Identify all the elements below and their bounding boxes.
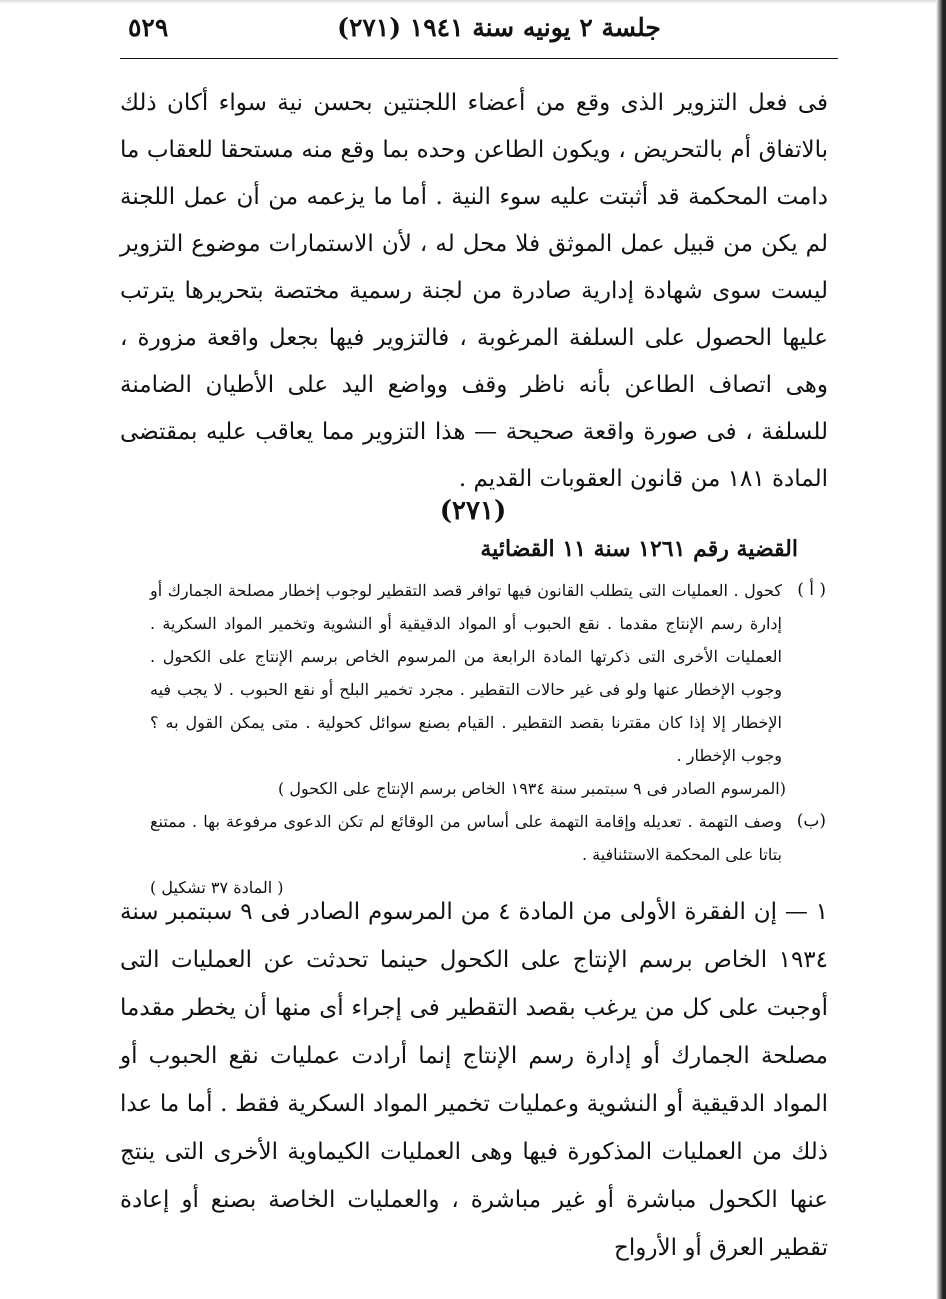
summary-item-a-reference: (المرسوم الصادر فى ٩ سبتمبر سنة ١٩٣٤ الخاص برسم الإنتاج على الكحول ) xyxy=(278,779,786,798)
summary-item-a xyxy=(150,574,826,772)
case-number: (٢٧١) xyxy=(439,496,507,526)
summary-item-a-text: كحول . العمليات التى يتطلب القانون فيها توافر قصد التقطير لوجوب إخطار مصلحة الجمارك أو إدارة رسم الإنتاج مقدما . نقع الحبوب أو المواد الدقيقية أو النشوية وتخمير المواد السكرية . العمليات الأخرى التى ذكرتها المادة الرابعة من المرسوم الخاص برسم الإنتاج على الكحول . وجوب الإخطار عنها ولو فى غير حالات التقطير . مجرد تخمير البلح أو نقع الحبوب . لا يجب فيه الإخطار إلا إذا كان مقترنا بقصد التقطير . القيام بصنع سوائل كحولية . متى يمكن القول به ؟ وجوب الإخطار . xyxy=(150,581,782,765)
summary-item-b-reference: ( المادة ٣٧ تشكيل ) xyxy=(150,878,284,897)
page-header xyxy=(120,8,838,48)
header-divider xyxy=(120,58,838,59)
intro-paragraph: فى فعل التزوير الذى وقع من أعضاء اللجنتين بحسن نية سواء أكان ذلك بالاتفاق أم بالتحريض ، ويكون الطاعن وحده بما وقع منه مستحقا للعقاب ما دامت المحكمة قد أثبتت عليه سوء النية . أما ما يزعمه من أن عمل اللجنة لم يكن من قبيل عمل الموثق فلا محل له ، لأن الاستمارات موضوع التزوير ليست سوى شهادة إدارية صادرة من لجنة رسمية مختصة بتحريرها يترتب عليها الحصول على السلفة المرغوبة ، فالتزوير فيها بجعل واقعة مزورة ، وهى اتصاف الطاعن بأنه ناظر وقف وواضع اليد على الأطيان الضامنة للسلفة ، فى صورة واقعة صحيحة — هذا التزوير مما يعاقب عليه بمقتضى المادة ١٨١ من قانون العقوبات القديم . xyxy=(120,90,828,492)
summary-item-b-marker: (ب) xyxy=(796,811,826,831)
page-number: ٥٢٩ xyxy=(128,13,169,42)
scan-top-edge xyxy=(0,0,946,4)
summary-item-b xyxy=(150,805,826,871)
ruling-paragraph-1: ١ — إن الفقرة الأولى من المادة ٤ من المرسوم الصادر فى ٩ سبتمبر سنة ١٩٣٤ الخاص برسم الإنتاج على الكحول حينما تحدثت عن العمليات التى أوجبت على كل من يرغب بقصد التقطير فى إجراء أى منها أن يخطر مقدما مصلحة الجمارك أو إدارة رسم الإنتاج إنما أرادت عمليات نقع الحبوب أو المواد الدقيقية أو النشوية وعمليات تخمير المواد السكرية فقط . أما ما عدا ذلك من العمليات المذكورة فيها وهى العمليات الكيماوية الأخرى التى ينتج عنها الكحول مباشرة أو غير مباشرة ، والعمليات الخاصة بصنع أو إعادة تقطير العرق أو الأرواح xyxy=(120,899,829,1261)
case-title: القضية رقم ١٢٦١ سنة ١١ القضائية xyxy=(480,536,798,562)
scan-binding-edge xyxy=(936,0,946,1299)
ruling-text xyxy=(120,888,828,1272)
running-title: جلسة ٢ يونيه سنة ١٩٤١ (٢٧١) xyxy=(337,13,661,42)
intro-text xyxy=(120,80,828,503)
summary-item-a-marker: ( أ ) xyxy=(797,580,826,600)
summary-item-b-text: وصف التهمة . تعديله وإقامة التهمة على أساس من الوقائع لم تكن الدعوى مرفوعة بها . ممتنع بتاتا على المحكمة الاستئنافية . xyxy=(150,812,782,864)
case-summary xyxy=(150,574,826,904)
